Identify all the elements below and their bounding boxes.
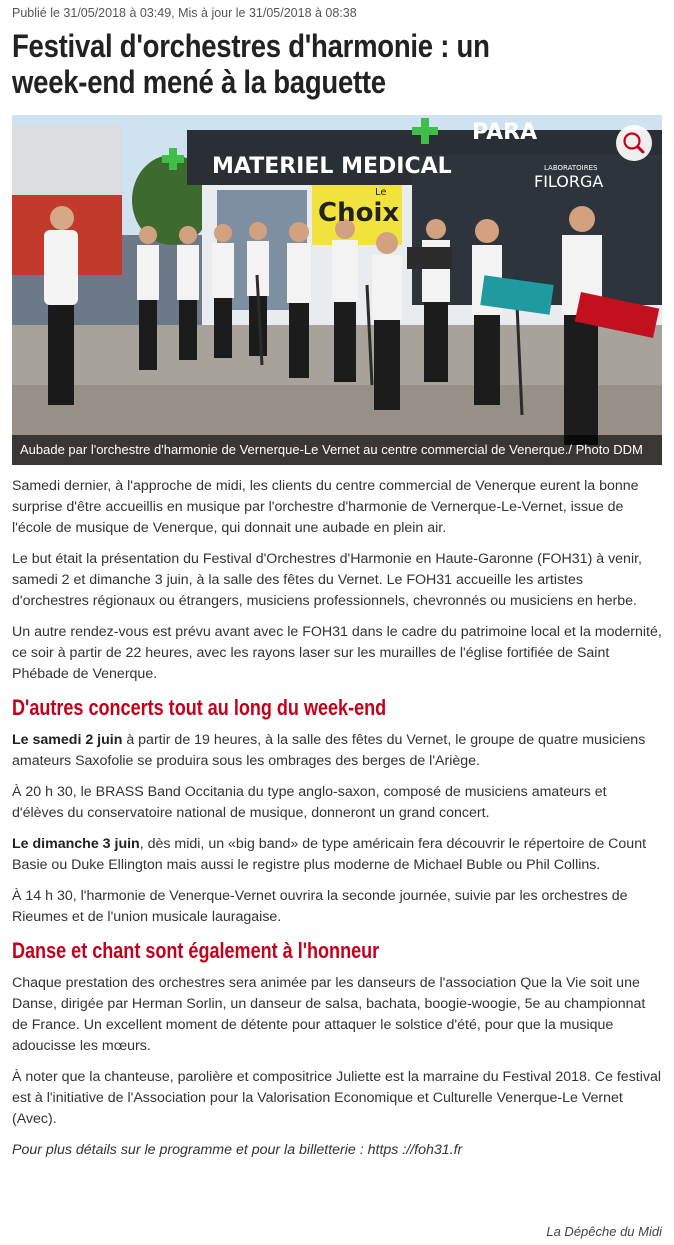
dance-paragraph-1: Chaque prestation des orchestres sera animée par les danseurs de l'association Que la Vie soit une Danse, dirigée par Herman Sorlin, un danseur de salsa, bachata, boogie-woogie, 5e au championnat de France. Un excellent moment de détente pour attaquer le solstice d'été, pour que la musique adoucisse les mœurs. <box>12 975 646 1054</box>
sign-choix-small: Le <box>375 187 387 198</box>
more-info-text: Pour plus détails sur le programme et pour la billetterie : https ://foh31.fr <box>12 1142 463 1158</box>
article-title: Festival d'orchestres d'harmonie : un week-end mené à la baguette <box>12 28 490 100</box>
concerts-paragraph-2: À 20 h 30, le BRASS Band Occitania du type anglo-saxon, composé de musiciens amateurs et d'élèves du conservatoire national de musique, donneront un grand concert. <box>12 784 607 821</box>
article-body <box>12 476 662 1171</box>
article-source: La Dépêche du Midi <box>546 1224 662 1239</box>
intro-paragraph-1: Samedi dernier, à l'approche de midi, les clients du centre commercial de Venerque eurent la bonne surprise d'être accueillis en musique par l'orchestre d'harmonie de Vernerque-Le-Vernet, issue de l'école de musique de Venerque, qui donnait une aubade en plein air. <box>12 478 639 536</box>
concerts-paragraph-4: À 14 h 30, l'harmonie de Venerque-Vernet ouvrira la seconde journée, suivie par les orchestres de Rieumes et de l'union musicale lauragaise. <box>12 888 628 925</box>
concerts-paragraph-1 <box>12 730 662 772</box>
concerts-paragraph-3 <box>12 834 662 876</box>
concerts-paragraph-1-text: à partir de 19 heures, à la salle des fêtes du Vernet, le groupe de quatre musiciens amateurs Saxofolie se produira sous les ombrages des berges de l'Ariège. <box>12 732 646 769</box>
intro-paragraph-3: Un autre rendez-vous est prévu avant avec le FOH31 dans le cadre du patrimoine local et la modernité, ce soir à partir de 22 heures, avec les rayons laser sur les murailles de l'église fortifiée de Saint Phébade de Venerque. <box>12 624 662 682</box>
date-saturday: Le samedi 2 juin <box>12 732 123 748</box>
sign-medical: MATERIEL MEDICAL <box>212 154 452 179</box>
publish-date: Publié le 31/05/2018 à 03:49, Mis à jour le 31/05/2018 à 08:38 <box>12 6 357 20</box>
photo-illustration <box>12 115 662 465</box>
sign-para: PARA <box>472 120 538 145</box>
sign-filorga-small: LABORATOIRES <box>544 164 598 172</box>
section-heading-concerts: D'autres concerts tout au long du week-end <box>12 695 387 720</box>
intro-paragraph-2: Le but était la présentation du Festival d'Orchestres d'Harmonie en Haute-Garonne (FOH31) à venir, samedi 2 et dimanche 3 juin, à la salle des fêtes du Vernet. Le FOH31 accueille les artistes d'orchestres régionaux ou étrangers, musiciens professionnels, chevronnés ou musiciens en herbe. <box>12 551 642 609</box>
sign-choix: Choix <box>318 198 400 228</box>
date-sunday: Le dimanche 3 juin <box>12 836 140 852</box>
section-heading-dance: Danse et chant sont également à l'honneur <box>12 938 380 963</box>
article-photo[interactable] <box>12 115 662 465</box>
photo-caption: Aubade par l'orchestre d'harmonie de Vernerque-Le Vernet au centre commercial de Venerque./ Photo DDM <box>12 435 662 465</box>
zoom-button[interactable] <box>616 125 652 161</box>
dance-paragraph-2: À noter que la chanteuse, parolière et compositrice Juliette est la marraine du Festival 2018. Ce festival est à l'initiative de l'Association pour la Valorisation Economique et Culturelle Venerque-Le Vernet (Avec). <box>12 1069 662 1127</box>
concerts-paragraph-3-text: , dès midi, un «big band» de type américain fera découvrir le répertoire de Count Basie ou Duke Ellington mais aussi le registre plus moderne de Michael Buble ou Phil Collins. <box>12 836 647 873</box>
zoom-magnifier-icon <box>616 125 652 161</box>
sign-filorga: FILORGA <box>534 172 604 191</box>
